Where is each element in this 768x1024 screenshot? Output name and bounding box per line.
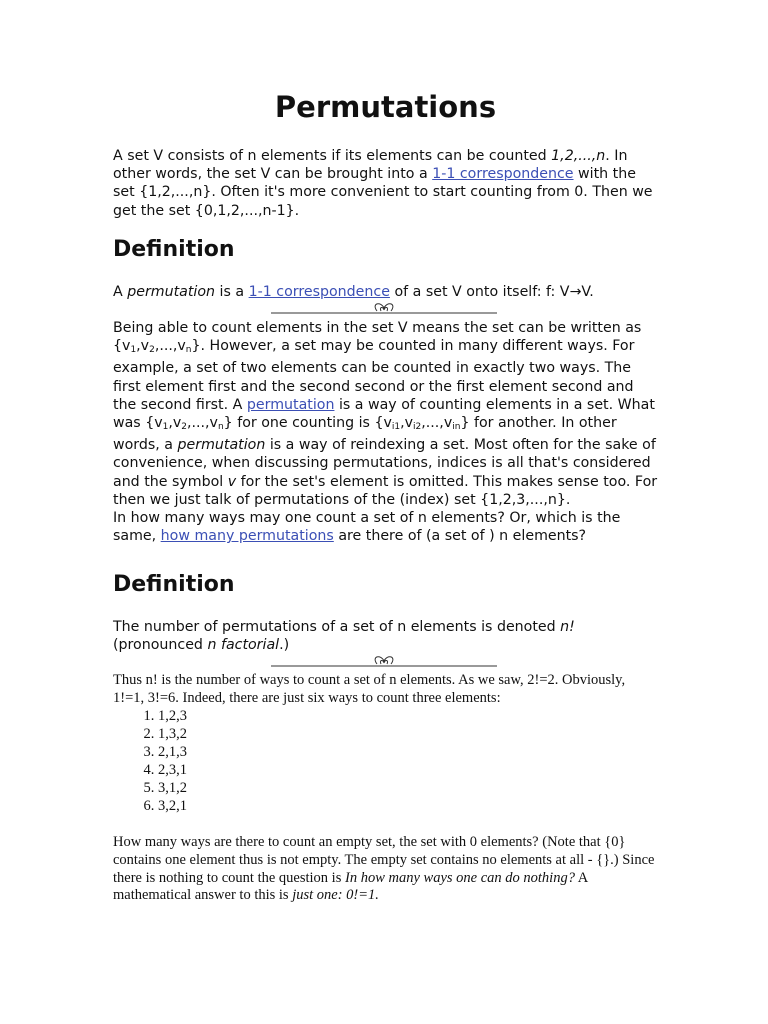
list-item: 1. 1,2,3 [158, 708, 187, 726]
subscript: i1 [391, 422, 401, 433]
text: are there of (a set of ) n elements? [333, 528, 587, 545]
text: Being able to count elements in the set V means the set can be written as {v [113, 320, 642, 355]
subscript: n [185, 345, 192, 356]
text: How many ways are there to count an empty set, the set with 0 elements? (Note that {0} contains one element thus is not empty. The empty set contains no elements at all - {}.) Since there is nothing to count the question is [113, 834, 655, 886]
text: The number of permutations of a set of n elements is denoted [113, 619, 561, 635]
link-permutation[interactable]: permutation [246, 396, 335, 413]
text: is a way of counting elements in a set. What was {v [113, 396, 655, 432]
emphasis: permutation [177, 437, 266, 454]
emphasis: 1,2,...,n [551, 148, 606, 164]
intro-paragraph [113, 147, 658, 220]
body-paragraph [113, 319, 658, 545]
text: with the set {1,2,...,n}. Often it's more convenient to start counting from 0. Then we get the set {0,1,2,...,n-1}. [113, 166, 653, 219]
empty-set-paragraph [113, 834, 658, 905]
subscript: 1 [130, 345, 137, 356]
ornament-divider [271, 653, 497, 667]
text: of a set V onto itself: f: V [389, 284, 570, 300]
subscript: i2 [413, 422, 422, 433]
ornament-divider [271, 300, 497, 314]
text: (pronounced [113, 637, 208, 654]
text: .) [279, 637, 290, 654]
emphasis: v [227, 473, 237, 490]
subscript: in [452, 422, 461, 433]
subscript: 1 [162, 422, 169, 433]
page-title: Permutations [274, 90, 497, 124]
text: ,...,v [187, 415, 218, 432]
definition-heading: Definition [113, 237, 235, 262]
text: In how many ways may one count a set of n elements? Or, which is the same, [113, 510, 621, 545]
emphasis: n factorial [207, 637, 280, 654]
definition-heading: Definition [113, 572, 235, 597]
thus-paragraph: Thus n! is the number of ways to count a set of n elements. As we saw, 2!=2. Obviously, 1!=1, 3!=6. Indeed, there are just six ways to count three elements: [113, 672, 626, 706]
text: A [113, 284, 128, 300]
factorial-definition-text [113, 618, 658, 654]
subscript: n [217, 422, 224, 433]
text: ,v [136, 338, 150, 355]
permutation-list [113, 708, 187, 815]
link-1-1-correspondence[interactable]: 1-1 correspondence [248, 284, 390, 300]
text: is a way of reindexing a set. Most often for the sake of convenience, when discussing permutations, indices is all that's considered and the symbol [113, 437, 656, 490]
arrow-icon: → [569, 284, 582, 300]
text: for the set's element is omitted. This makes sense too. For then we just talk of permutations of the (index) set {1,2,3,...,n}. [113, 473, 658, 508]
list-item: 2. 1,3,2 [158, 726, 187, 744]
list-item: 4. 2,3,1 [158, 762, 187, 780]
text: A mathematical answer to this is [113, 869, 588, 904]
list-item: 6. 3,2,1 [158, 798, 187, 816]
emphasis: In how many ways one can do nothing? [344, 869, 575, 886]
text: ,...,v [154, 338, 186, 355]
text: ,...,v [421, 415, 453, 432]
link-how-many-permutations[interactable]: how many permutations [160, 528, 334, 545]
subscript: 2 [149, 345, 155, 356]
list-item: 5. 3,1,2 [158, 780, 187, 798]
text: ,v [168, 415, 182, 432]
emphasis: just one: 0!=1. [292, 887, 379, 904]
text: } for one counting is {v [223, 415, 392, 432]
emphasis: permutation [127, 284, 216, 300]
text: A set V consists of n elements if its elements can be counted [113, 148, 552, 164]
text: ,v [400, 415, 414, 432]
text: } for another. In other words, a [113, 415, 617, 454]
text: V. [581, 284, 594, 300]
text: is a [215, 284, 249, 300]
text: }. However, a set may be counted in many different ways. For example, a set of two elements can be counted in exactly two ways. The first element first and the second second or the first element second and the second first. A [113, 338, 635, 413]
subscript: 2 [181, 422, 187, 433]
list-item: 3. 2,1,3 [158, 744, 187, 762]
link-1-1-correspondence[interactable]: 1-1 correspondence [432, 166, 574, 183]
definition-text [113, 283, 658, 301]
emphasis: n! [560, 619, 575, 635]
text: . In other words, the set V can be brought into a [113, 148, 628, 183]
